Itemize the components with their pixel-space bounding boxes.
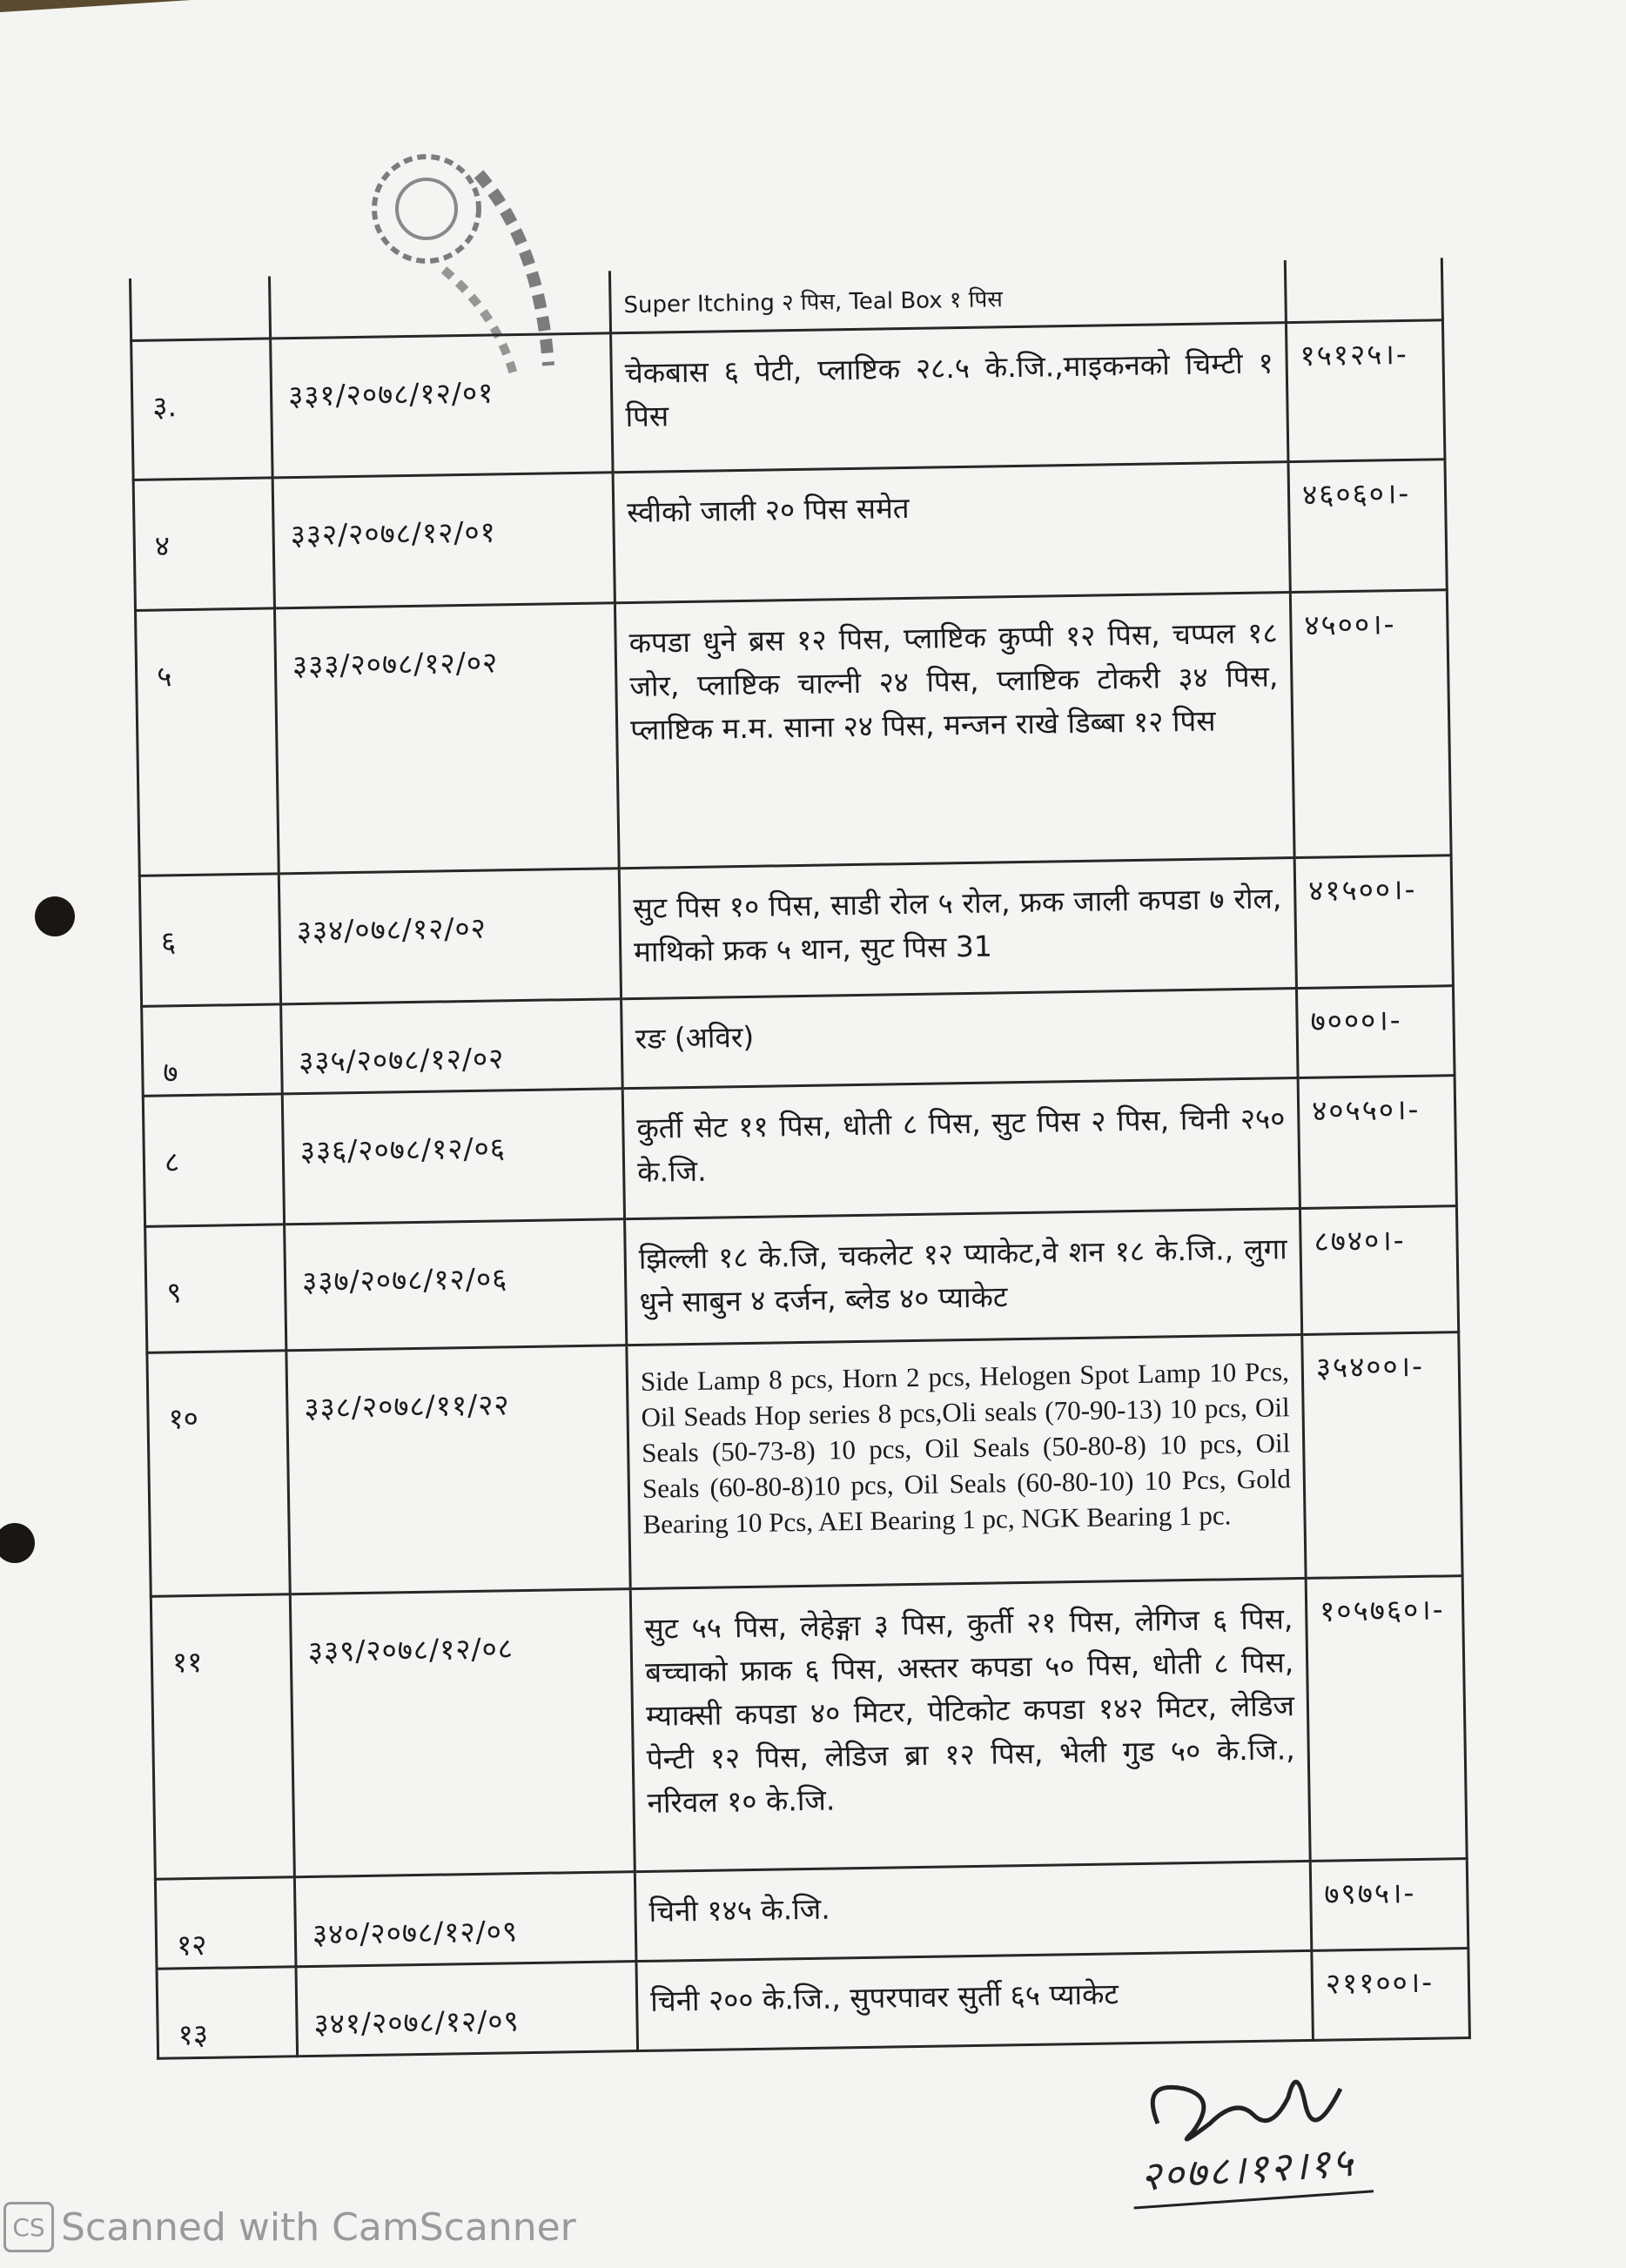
reference-number-cell: ३४१/२०७८/१२/०९ [296, 1962, 638, 2057]
footer-text: Scanned with CamScanner [61, 2204, 576, 2250]
punch-hole-bottom [0, 1523, 35, 1563]
camscanner-footer [3, 2202, 576, 2252]
serial-number-cell: ५ [135, 608, 279, 876]
reference-number-cell: ३३३/२०७८/१२/०२ [274, 603, 619, 874]
serial-number-cell: ९ [145, 1225, 286, 1352]
serial-number-cell: ६ [139, 874, 280, 1006]
table-row [145, 1206, 1459, 1353]
amount-cell: ४०५५०।- [1298, 1076, 1456, 1209]
table-row [151, 1576, 1467, 1880]
signature-date: २०७८।१२।१५ [1130, 2132, 1374, 2209]
page-corner-shadow [0, 0, 191, 12]
handwritten-signature [1123, 2045, 1454, 2150]
description-cell: कुर्ती सेट ११ पिस, धोती ८ पिस, सुट पिस २ पिस, चिनी २५० के.जि. [622, 1078, 1300, 1219]
amount-cell [1285, 258, 1442, 322]
description-cell: सुट पिस १० पिस, साडी रोल ५ रोल, फ्रक जाली कपडा ७ रोल, माथिको फ्रक ५ थान, सुट पिस 31 [619, 858, 1296, 999]
description-cell: स्वीको जाली २० पिस समेत [613, 462, 1290, 603]
table-row [139, 856, 1453, 1007]
table-row [143, 1076, 1456, 1227]
serial-number-cell [130, 276, 270, 340]
amount-cell: ४५००।- [1290, 590, 1451, 858]
amount-cell: ७०००।- [1296, 986, 1455, 1078]
amount-cell: ४६०६०।- [1288, 460, 1447, 593]
description-cell: चेकबास ६ पेटी, प्लाष्टिक २८.५ के.जि.,माइकनको चिम्टी १ पिस [611, 323, 1288, 473]
amount-cell: १५१२५।- [1286, 320, 1444, 462]
reference-number-cell: ३३४/०७८/१२/०२ [279, 869, 621, 1004]
table-row [133, 460, 1447, 611]
reference-number-cell: ३४०/२०७८/१२/०९ [294, 1872, 636, 1967]
table-row [131, 320, 1445, 480]
reference-number-cell: ३३६/२०७८/१२/०६ [282, 1089, 624, 1225]
serial-number-cell: ३. [131, 339, 272, 480]
table-row [135, 590, 1451, 876]
table-row [147, 1332, 1462, 1597]
camscanner-logo-icon: CS [3, 2202, 54, 2252]
description-cell: चिनी १४५ के.जि. [635, 1861, 1312, 1961]
description-cell: सुट ५५ पिस, लेहेङ्गा ३ पिस, कुर्ती २१ पिस, लेगिज ६ पिस, बच्चाको फ्राक ६ पिस, अस्तर कपडा ५० पिस, धोती ८ पिस, म्याक्सी कपडा ४० मिटर, पेटिकोट कपडा १४२ मिटर, लेडिज पेन्टी १२ पिस, लेडिज ब्रा १२ पिस, भेली गुड ५० के.जि., नरिवल १० के.जि. [630, 1578, 1310, 1871]
punch-hole-top [35, 896, 75, 936]
serial-number-cell: ७ [142, 1004, 283, 1097]
goods-table [129, 258, 1471, 2059]
reference-number-cell [269, 271, 610, 339]
description-cell: Super Itching २ पिस, Teal Box १ पिस [609, 260, 1286, 333]
serial-number-cell: ११ [151, 1594, 294, 1879]
reference-number-cell: ३३१/२०७८/१२/०१ [271, 333, 613, 478]
description-cell: Side Lamp 8 pcs, Horn 2 pcs, Helogen Spot Lamp 10 Pcs, Oil Seads Hop series 8 pcs,Oli seals (70-90-13) 10 pcs, Oil Seals (50-73-8) 10 pcs, Oil Seals (50-80-8) 10 pcs, Oil Seals (60-80-8)10 pcs, Oil Seals (60-80-10) 10 Pcs, Gold Bearing 10 Pcs, AEI Bearing 1 pc, NGK Bearing 1 pc. [627, 1334, 1306, 1588]
reference-number-cell: ३३७/२०७८/१२/०६ [285, 1219, 627, 1351]
description-cell: चिनी २०० के.जि., सुपरपावर सुर्ती ६५ प्याकेट [636, 1950, 1314, 2050]
reference-number-cell: ३३५/२०७८/१२/०२ [281, 999, 623, 1094]
serial-number-cell: ८ [143, 1094, 284, 1226]
amount-cell: २११००।- [1312, 1949, 1470, 2041]
serial-number-cell: १२ [155, 1877, 296, 1969]
amount-cell: ७९७५।- [1310, 1859, 1468, 1951]
amount-cell: ३५४००।- [1302, 1332, 1462, 1579]
serial-number-cell: १० [147, 1351, 290, 1596]
serial-number-cell: १३ [157, 1967, 298, 2059]
serial-number-cell: ४ [133, 478, 274, 610]
reference-number-cell: ३३८/२०७८/११/२२ [286, 1345, 630, 1594]
reference-number-cell: ३३९/२०७८/१२/०८ [290, 1589, 635, 1877]
reference-number-cell: ३३२/२०७८/१२/०१ [272, 473, 615, 608]
description-cell: झिल्ली १८ के.जि, चकलेट १२ प्याकेट,वे शन १८ के.जि., लुगा धुने साबुन ४ दर्जन, ब्लेड ४० प्याकेट [625, 1208, 1302, 1345]
description-cell: रङ (अविर) [622, 989, 1299, 1089]
amount-cell: १०५७६०।- [1306, 1576, 1467, 1862]
description-cell: कपडा धुने ब्रस १२ पिस, प्लाष्टिक कुप्पी १२ पिस, चप्पल १८ जोर, प्लाष्टिक चाल्नी २४ पिस, प्लाष्टिक टोकरी ३४ पिस, प्लाष्टिक म.म. साना २४ पिस, मन्जन राखे डिब्बा १२ पिस [615, 593, 1294, 869]
amount-cell: ८७४०।- [1300, 1206, 1458, 1335]
amount-cell: ४१५००।- [1294, 856, 1453, 989]
